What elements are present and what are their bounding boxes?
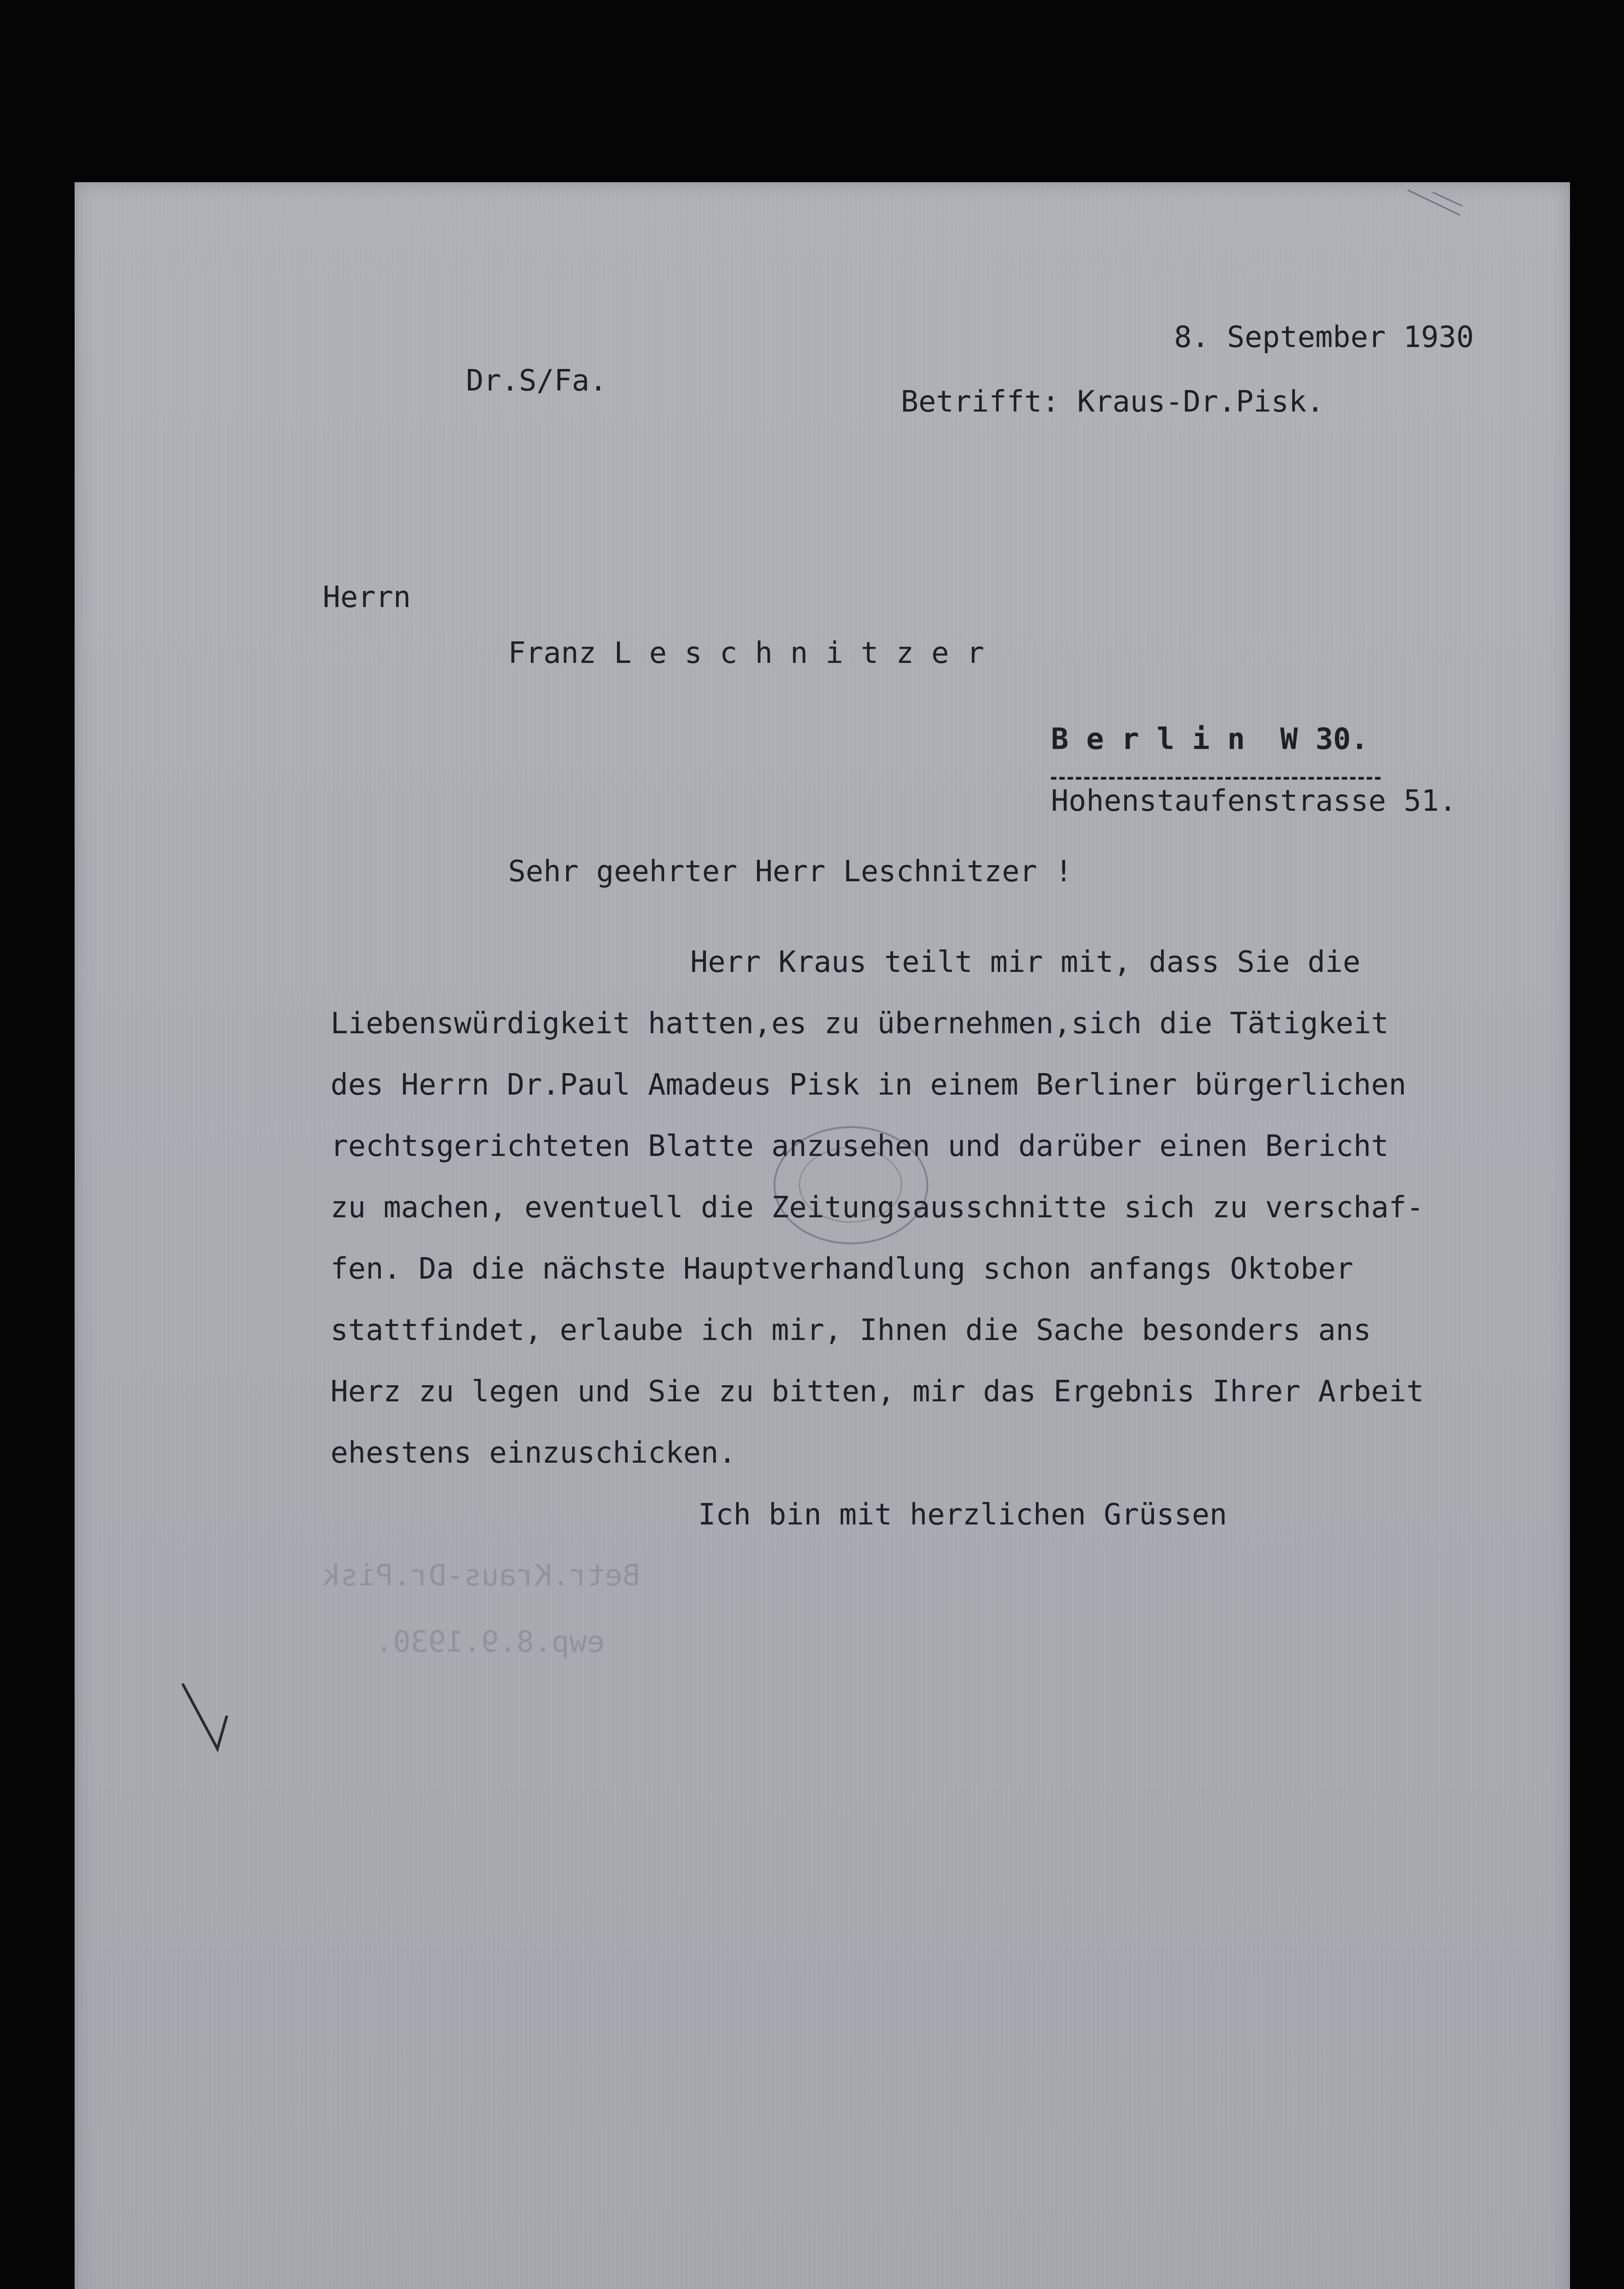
city-underline (1051, 777, 1380, 780)
recipient-title: Herrn (323, 580, 411, 614)
recipient-street: Hohenstaufenstrasse 51. (1051, 784, 1457, 818)
body-line: Liebenswürdigkeit hatten,es zu übernehmen,sich die Tätigkeit (330, 1007, 1389, 1041)
offset-note-subject: Betr.Kraus-Dr.Pisk (323, 1559, 640, 1593)
recipient-name: Franz L e s c h n i t z e r (508, 636, 985, 670)
body-line: des Herrn Dr.Paul Amadeus Pisk in einem Berliner bürgerlichen (330, 1068, 1407, 1102)
reference-code: Dr.S/Fa. (466, 364, 607, 398)
check-mark-icon (174, 1666, 238, 1758)
body-line: stattfindet, erlaube ich mir, Ihnen die Sache besonders ans (330, 1313, 1371, 1347)
body-line: Herr Kraus teilt mir mit, dass Sie die (690, 945, 1361, 979)
subject-line: Betrifft: Kraus-Dr.Pisk. (901, 385, 1324, 419)
body-line: Herz zu legen und Sie zu bitten, mir das Ergebnis Ihrer Arbeit (330, 1375, 1424, 1409)
greeting: Sehr geehrter Herr Leschnitzer ! (508, 855, 1072, 889)
pencil-mark-top-right (1405, 188, 1465, 220)
letter-date: 8. September 1930 (1174, 320, 1474, 354)
closing-line: Ich bin mit herzlichen Grüssen (698, 1498, 1227, 1532)
body-line: rechtsgerichteten Blatte anzusehen und darüber einen Bericht (330, 1129, 1389, 1163)
offset-note-date: ewp.8.9.1930. (375, 1625, 605, 1659)
archive-stamp-inner-ring (799, 1147, 902, 1223)
body-line: fen. Da die nächste Hauptverhandlung schon anfangs Oktober (330, 1252, 1353, 1286)
body-line: zu machen, eventuell die Zeitungsausschnitte sich zu verschaf- (330, 1191, 1424, 1225)
recipient-city: B e r l i n W 30. (1051, 722, 1369, 756)
body-line: ehestens einzuschicken. (330, 1436, 736, 1470)
